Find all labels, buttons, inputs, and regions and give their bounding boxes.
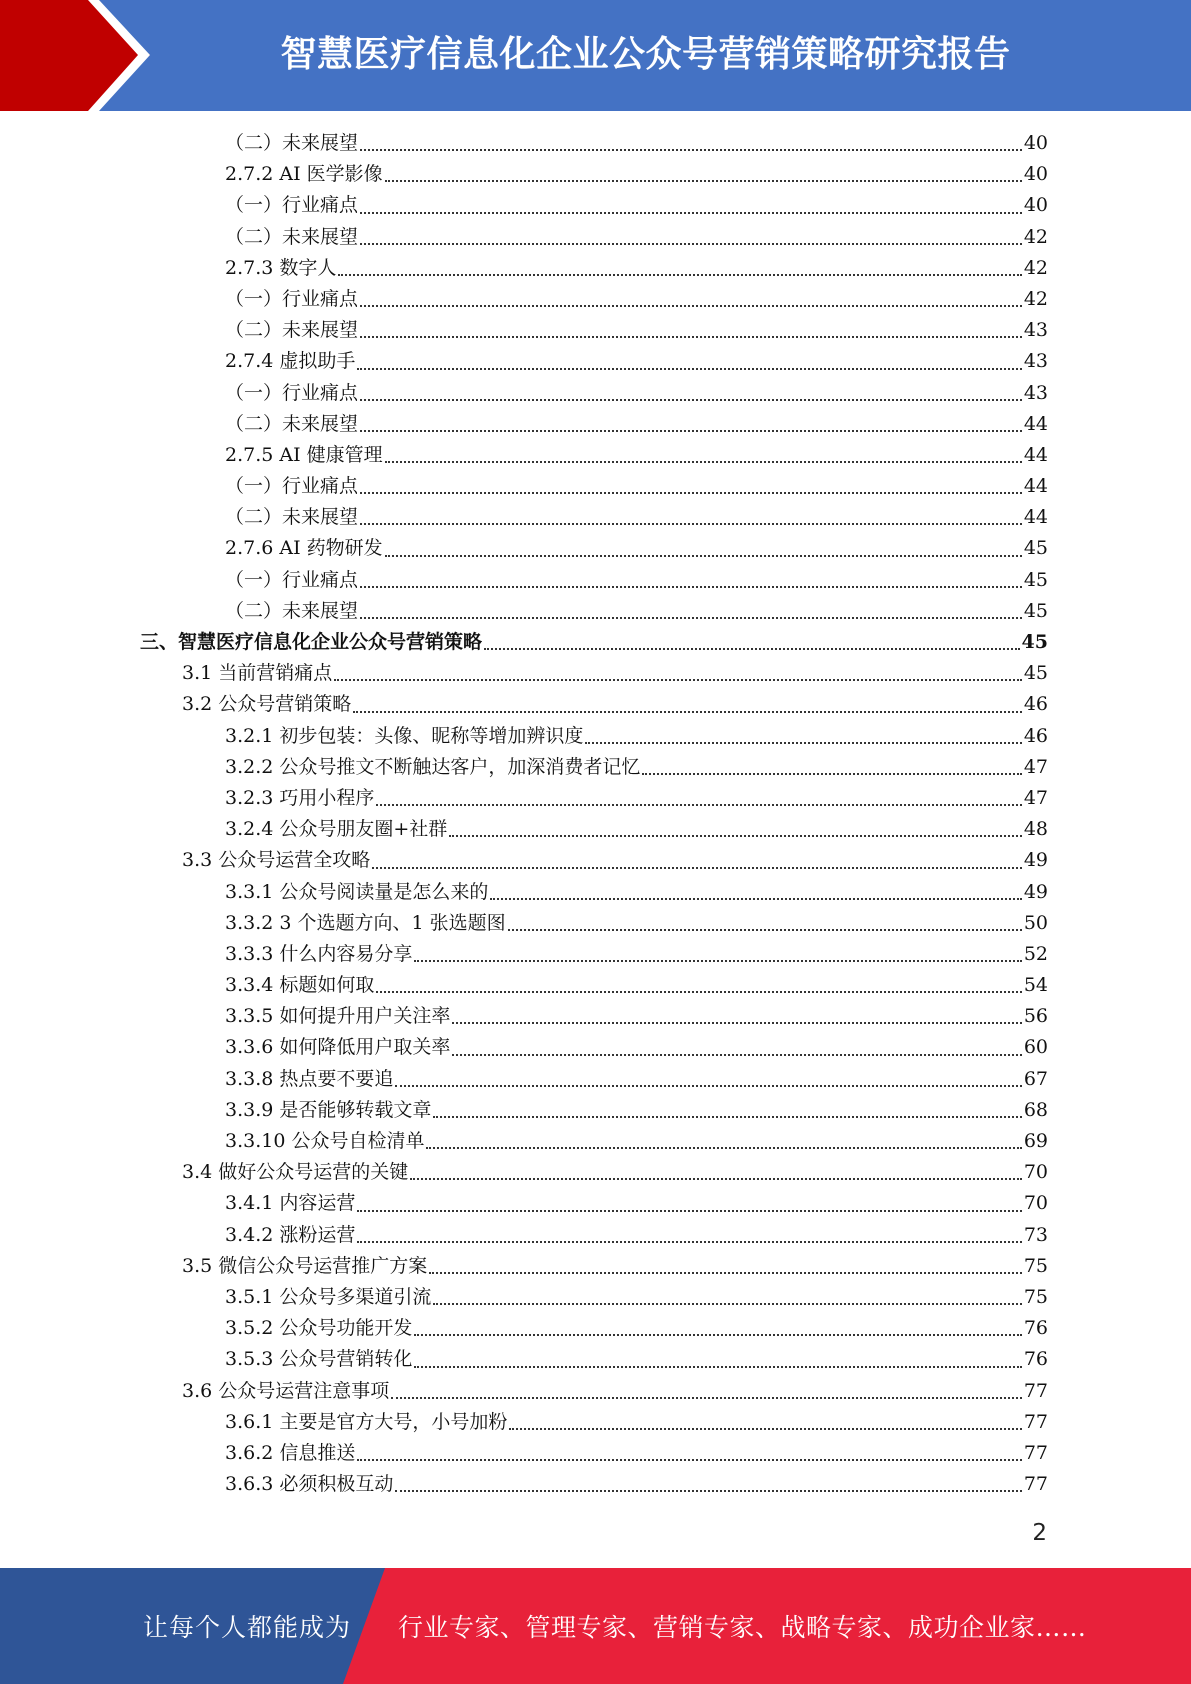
toc-entry-label: （一）行业痛点: [225, 194, 359, 217]
toc-entry-label: 2.7.2 AI 医学影像: [225, 163, 383, 186]
toc-entry[interactable]: [140, 190, 1048, 221]
toc-entry-label: 3.5.3 公众号营销转化: [225, 1348, 413, 1371]
toc-leader-dots: [449, 821, 1022, 837]
toc-entry[interactable]: [140, 845, 1048, 876]
toc-leader-dots: [414, 1320, 1021, 1336]
page-number: 2: [1032, 1520, 1047, 1546]
toc-leader-dots: [360, 572, 1022, 588]
toc-entry[interactable]: [140, 1220, 1048, 1251]
toc-entry-page: 75: [1023, 1285, 1048, 1308]
toc-entry[interactable]: [140, 378, 1048, 409]
toc-entry-label: 3.2.1 初步包装：头像、昵称等增加辨识度: [225, 724, 584, 747]
toc-entry[interactable]: [140, 689, 1048, 720]
toc-entry-label: 3.5.2 公众号功能开发: [225, 1317, 413, 1340]
toc-leader-dots: [433, 1289, 1021, 1305]
toc-entry-page: 48: [1023, 818, 1048, 841]
toc-leader-dots: [484, 634, 1020, 650]
toc-entry-page: 44: [1023, 506, 1048, 529]
toc-entry-label: 3.5 微信公众号运营推广方案: [182, 1254, 428, 1277]
toc-entry-label: 3.5.1 公众号多渠道引流: [225, 1285, 432, 1308]
toc-entry-label: 2.7.3 数字人: [225, 256, 337, 279]
toc-entry[interactable]: [140, 253, 1048, 284]
toc-entry-label: 3.3.2 3 个选题方向、1 张选题图: [225, 911, 506, 934]
toc-entry[interactable]: [140, 1407, 1048, 1438]
toc-entry[interactable]: [140, 1095, 1048, 1126]
toc-entry[interactable]: [140, 315, 1048, 346]
toc-entry-label: 3.4.1 内容运营: [225, 1192, 356, 1215]
toc-entry-label: 3.2.4 公众号朋友圈+社群: [225, 818, 448, 841]
header-red-chevron: [0, 0, 150, 111]
toc-leader-dots: [426, 1133, 1021, 1149]
toc-entry-label: （一）行业痛点: [225, 568, 359, 591]
toc-entry[interactable]: [140, 346, 1048, 377]
toc-leader-dots: [642, 759, 1021, 775]
toc-leader-dots: [334, 665, 1022, 681]
toc-entry-page: 45: [1021, 631, 1048, 653]
toc-entry-page: 70: [1023, 1161, 1048, 1184]
toc-entry[interactable]: [140, 1188, 1048, 1219]
footer-slogan-right: 行业专家、管理专家、营销专家、战略专家、成功企业家……: [398, 1613, 1087, 1642]
toc-entry-label: 3.1 当前营销痛点: [182, 662, 333, 685]
toc-entry-label: 2.7.4 虚拟助手: [225, 350, 356, 373]
toc-entry-page: 42: [1023, 287, 1048, 310]
toc-entry[interactable]: [140, 1438, 1048, 1469]
toc-entry[interactable]: [140, 533, 1048, 564]
toc-entry-page: 77: [1023, 1410, 1048, 1433]
toc-entry-label: 3.6 公众号运营注意事项: [182, 1379, 390, 1402]
toc-leader-dots: [414, 1352, 1021, 1368]
toc-entry-label: 2.7.6 AI 药物研发: [225, 537, 383, 560]
toc-leader-dots: [360, 385, 1022, 401]
toc-entry[interactable]: [140, 1157, 1048, 1188]
toc-entry[interactable]: [140, 1282, 1048, 1313]
toc-entry-page: 76: [1023, 1348, 1048, 1371]
toc-leader-dots: [385, 447, 1022, 463]
toc-entry[interactable]: [140, 1469, 1048, 1500]
toc-entry[interactable]: [140, 877, 1048, 908]
toc-leader-dots: [372, 853, 1022, 869]
toc-leader-dots: [376, 790, 1021, 806]
toc-leader-dots: [376, 977, 1021, 993]
toc-entry-page: 52: [1023, 942, 1048, 965]
toc-entry-page: 43: [1023, 381, 1048, 404]
toc-entry-page: 47: [1023, 755, 1048, 778]
toc-entry-page: 46: [1023, 724, 1048, 747]
toc-entry-label: （二）未来展望: [225, 225, 359, 248]
toc-entry-label: 3.3.10 公众号自检清单: [225, 1130, 425, 1152]
toc-entry-page: 75: [1023, 1254, 1048, 1277]
toc-entry-page: 49: [1023, 880, 1048, 903]
toc-leader-dots: [360, 198, 1022, 214]
toc-entry-page: 44: [1023, 443, 1048, 466]
toc-entry-label: （二）未来展望: [225, 506, 359, 529]
toc-leader-dots: [410, 1164, 1022, 1180]
toc-entry[interactable]: [140, 284, 1048, 315]
toc-entry[interactable]: [140, 939, 1048, 970]
toc-leader-dots: [360, 135, 1022, 151]
toc-entry[interactable]: [140, 721, 1048, 752]
toc-entry-label: 3.2 公众号营销策略: [182, 693, 352, 716]
toc-entry-label: （一）行业痛点: [225, 287, 359, 310]
toc-entry[interactable]: [140, 1001, 1048, 1032]
toc-leader-dots: [360, 322, 1022, 338]
table-of-contents: [140, 128, 1048, 1500]
toc-entry-label: 3.2.2 公众号推文不断触达客户，加深消费者记忆: [225, 755, 641, 778]
toc-entry-label: 3.6.1 主要是官方大号，小号加粉: [225, 1410, 508, 1433]
toc-entry[interactable]: [140, 1313, 1048, 1344]
toc-leader-dots: [429, 1258, 1022, 1274]
toc-entry-page: 45: [1023, 599, 1048, 622]
toc-entry-label: 3.6.2 信息推送: [225, 1441, 356, 1464]
toc-leader-dots: [414, 946, 1021, 962]
toc-entry-label: 3.2.3 巧用小程序: [225, 786, 375, 809]
toc-entry-label: （一）行业痛点: [225, 475, 359, 498]
toc-entry[interactable]: [140, 1251, 1048, 1282]
toc-entry-label: 3.4 做好公众号运营的关键: [182, 1161, 409, 1184]
toc-entry-page: 76: [1023, 1317, 1048, 1340]
toc-entry-label: 3.3.3 什么内容易分享: [225, 942, 413, 965]
toc-entry[interactable]: [140, 159, 1048, 190]
page-header: [0, 0, 1191, 111]
toc-leader-dots: [360, 603, 1022, 619]
toc-entry-label: 3.3 公众号运营全攻略: [182, 849, 371, 872]
toc-entry-page: 47: [1023, 786, 1048, 809]
toc-leader-dots: [360, 416, 1022, 432]
toc-entry[interactable]: [140, 908, 1048, 939]
toc-entry-label: 2.7.5 AI 健康管理: [225, 443, 383, 466]
toc-leader-dots: [509, 1414, 1021, 1430]
toc-entry-label: 3.3.4 标题如何取: [225, 974, 375, 997]
toc-leader-dots: [385, 541, 1022, 557]
toc-entry-page: 42: [1023, 225, 1048, 248]
toc-entry-page: 40: [1023, 163, 1048, 186]
footer-slogan-left: 让每个人都能成为: [143, 1613, 352, 1642]
toc-leader-dots: [360, 229, 1022, 245]
toc-entry[interactable]: [140, 752, 1048, 783]
toc-leader-dots: [357, 1227, 1021, 1243]
toc-entry-label: 3.3.9 是否能够转载文章: [225, 1098, 432, 1121]
toc-entry-page: 45: [1023, 662, 1048, 685]
toc-entry[interactable]: [140, 1344, 1048, 1375]
document-title: 智慧医疗信息化企业公众号营销策略研究报告: [280, 34, 1011, 75]
toc-entry-page: 49: [1023, 849, 1048, 872]
toc-entry-page: 42: [1023, 256, 1048, 279]
toc-entry[interactable]: [140, 596, 1048, 627]
toc-entry-page: 68: [1023, 1098, 1048, 1121]
toc-leader-dots: [357, 1445, 1021, 1461]
toc-leader-dots: [385, 166, 1022, 182]
toc-entry-page: 40: [1023, 194, 1048, 217]
toc-entry-page: 44: [1023, 412, 1048, 435]
toc-entry-page: 44: [1023, 475, 1048, 498]
toc-entry-page: 40: [1023, 132, 1048, 154]
toc-leader-dots: [508, 915, 1022, 931]
toc-entry[interactable]: [140, 814, 1048, 845]
toc-leader-dots: [360, 478, 1022, 494]
toc-entry-page: 67: [1023, 1067, 1048, 1090]
toc-entry-page: 43: [1023, 319, 1048, 342]
toc-entry[interactable]: [140, 783, 1048, 814]
toc-entry-page: 77: [1023, 1473, 1048, 1496]
toc-entry[interactable]: [140, 440, 1048, 471]
toc-entry-label: （二）未来展望: [225, 319, 359, 342]
toc-leader-dots: [433, 1102, 1021, 1118]
toc-leader-dots: [490, 884, 1021, 900]
toc-entry[interactable]: [140, 1064, 1048, 1095]
toc-entry-page: 56: [1023, 1005, 1048, 1028]
toc-entry[interactable]: [140, 970, 1048, 1001]
toc-entry-label: （二）未来展望: [225, 132, 359, 154]
toc-leader-dots: [360, 509, 1022, 525]
toc-entry-page: 73: [1023, 1223, 1048, 1246]
toc-entry-page: 45: [1023, 537, 1048, 560]
toc-entry-page: 43: [1023, 350, 1048, 373]
toc-entry-label: 3.3.5 如何提升用户关注率: [225, 1005, 451, 1028]
toc-entry[interactable]: [140, 658, 1048, 689]
toc-entry-label: 三、智慧医疗信息化企业公众号营销策略: [140, 631, 483, 653]
toc-leader-dots: [585, 728, 1021, 744]
toc-entry-page: 70: [1023, 1192, 1048, 1215]
toc-entry-label: 3.4.2 涨粉运营: [225, 1223, 356, 1246]
toc-entry[interactable]: [140, 471, 1048, 502]
toc-entry-label: （一）行业痛点: [225, 381, 359, 404]
toc-entry[interactable]: [140, 1032, 1048, 1063]
toc-leader-dots: [338, 260, 1021, 276]
toc-leader-dots: [395, 1476, 1021, 1492]
toc-leader-dots: [360, 291, 1022, 307]
toc-leader-dots: [353, 697, 1022, 713]
toc-entry[interactable]: [140, 565, 1048, 596]
toc-entry[interactable]: [140, 222, 1048, 253]
toc-entry-page: 77: [1023, 1379, 1048, 1402]
toc-entry[interactable]: [140, 627, 1048, 658]
toc-entry-label: （二）未来展望: [225, 599, 359, 622]
toc-leader-dots: [452, 1040, 1021, 1056]
toc-entry[interactable]: [140, 409, 1048, 440]
toc-leader-dots: [395, 1071, 1021, 1087]
toc-entry-page: 60: [1023, 1036, 1048, 1059]
toc-entry-label: 3.3.8 热点要不要追: [225, 1067, 394, 1090]
toc-entry-label: 3.3.1 公众号阅读量是怎么来的: [225, 880, 489, 903]
toc-entry-page: 77: [1023, 1441, 1048, 1464]
toc-entry-page: 45: [1023, 568, 1048, 591]
toc-entry-page: 50: [1023, 911, 1048, 934]
toc-leader-dots: [357, 1196, 1021, 1212]
toc-entry-page: 69: [1023, 1130, 1048, 1152]
toc-entry-page: 46: [1023, 693, 1048, 716]
toc-entry-label: （二）未来展望: [225, 412, 359, 435]
toc-entry[interactable]: [140, 128, 1048, 159]
toc-entry[interactable]: [140, 502, 1048, 533]
toc-entry[interactable]: [140, 1376, 1048, 1407]
toc-leader-dots: [452, 1008, 1021, 1024]
toc-leader-dots: [391, 1383, 1022, 1399]
page-footer: [0, 1568, 1191, 1684]
toc-entry-label: 3.3.6 如何降低用户取关率: [225, 1036, 451, 1059]
toc-entry-label: 3.6.3 必须积极互动: [225, 1473, 394, 1496]
toc-leader-dots: [357, 354, 1021, 370]
toc-entry-page: 54: [1023, 974, 1048, 997]
toc-entry[interactable]: [140, 1126, 1048, 1157]
